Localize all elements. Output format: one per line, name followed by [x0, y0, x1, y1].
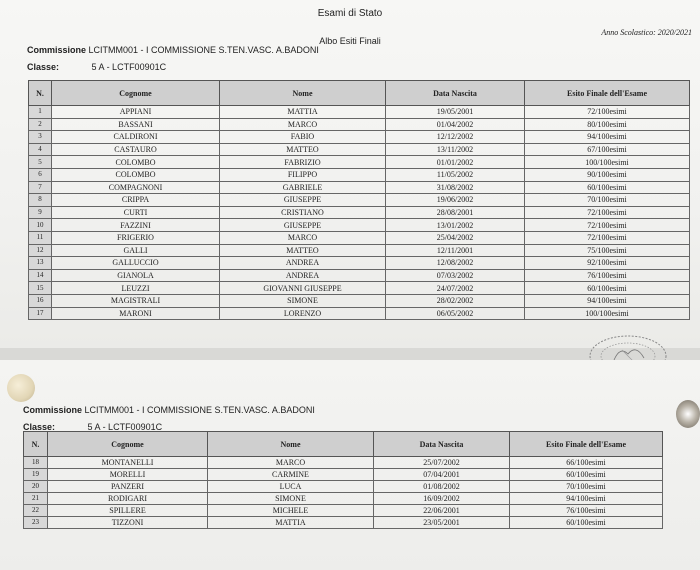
commissione-label: Commissione	[27, 45, 87, 55]
cell-cognome: CRIPPA	[52, 194, 220, 207]
cell-esito: 60/100esimi	[525, 282, 690, 295]
commissione-value: LCITMM001 - I COMMISSIONE S.TEN.VASC. A.BADONI	[88, 45, 319, 55]
cell-esito: 72/100esimi	[525, 206, 690, 219]
cell-n: 12	[29, 244, 52, 257]
cell-n: 17	[29, 307, 52, 320]
cell-nome: FABIO	[220, 131, 386, 144]
cell-data-nascita: 19/06/2002	[386, 194, 525, 207]
col-header-cognome: Cognome	[52, 81, 220, 106]
table-row	[29, 294, 690, 307]
cell-cognome: GALLI	[52, 244, 220, 257]
cell-n: 3	[29, 131, 52, 144]
cell-data-nascita: 24/07/2002	[386, 282, 525, 295]
cell-data-nascita: 01/04/2002	[386, 118, 525, 131]
document-page-2	[0, 360, 700, 570]
cell-n: 21	[24, 493, 48, 505]
cell-cognome: PANZERI	[48, 481, 208, 493]
cell-cognome: MORELLI	[48, 469, 208, 481]
cell-data-nascita: 12/11/2001	[386, 244, 525, 257]
cell-n: 20	[24, 481, 48, 493]
classe-value-2: 5 A - LCTF00901C	[87, 422, 163, 432]
table-row	[29, 257, 690, 270]
table-row	[24, 493, 663, 505]
commissione-line-2	[23, 405, 315, 415]
table-row	[24, 505, 663, 517]
commissione-line	[27, 45, 319, 55]
cell-data-nascita: 13/11/2002	[386, 143, 525, 156]
table-header-row	[29, 81, 690, 106]
cell-n: 15	[29, 282, 52, 295]
pushpin-left	[7, 374, 35, 402]
cell-cognome: MAGISTRALI	[52, 294, 220, 307]
cell-esito: 94/100esimi	[525, 131, 690, 144]
cell-n: 14	[29, 269, 52, 282]
cell-cognome: CURTI	[52, 206, 220, 219]
col-header-nome: Nome	[208, 432, 374, 457]
table-row	[29, 194, 690, 207]
cell-nome: GIUSEPPE	[220, 194, 386, 207]
col-header-cognome: Cognome	[48, 432, 208, 457]
table-row	[29, 131, 690, 144]
cell-esito: 66/100esimi	[510, 457, 663, 469]
table-row	[29, 219, 690, 232]
cell-data-nascita: 06/05/2002	[386, 307, 525, 320]
school-year: Anno Scolastico: 2020/2021	[601, 28, 692, 37]
cell-nome: MARCO	[208, 457, 374, 469]
document-title: Esami di Stato	[317, 8, 383, 19]
cell-data-nascita: 31/08/2002	[386, 181, 525, 194]
cell-nome: MATTEO	[220, 244, 386, 257]
cell-cognome: FAZZINI	[52, 219, 220, 232]
table-row	[29, 231, 690, 244]
cell-n: 7	[29, 181, 52, 194]
cell-esito: 70/100esimi	[525, 194, 690, 207]
cell-data-nascita: 07/04/2001	[374, 469, 510, 481]
cell-nome: FABRIZIO	[220, 156, 386, 169]
table-row	[24, 469, 663, 481]
cell-n: 19	[24, 469, 48, 481]
cell-esito: 72/100esimi	[525, 231, 690, 244]
table-header-row	[24, 432, 663, 457]
table-row	[29, 282, 690, 295]
cell-cognome: FRIGERIO	[52, 231, 220, 244]
cell-n: 1	[29, 106, 52, 119]
cell-cognome: COMPAGNONI	[52, 181, 220, 194]
cell-esito: 72/100esimi	[525, 106, 690, 119]
table-row	[24, 481, 663, 493]
cell-esito: 70/100esimi	[510, 481, 663, 493]
col-header-n: N.	[29, 81, 52, 106]
document-subtitle: Albo Esiti Finali	[319, 36, 381, 46]
cell-cognome: MONTANELLI	[48, 457, 208, 469]
cell-esito: 92/100esimi	[525, 257, 690, 270]
commissione-value-2: LCITMM001 - I COMMISSIONE S.TEN.VASC. A.BADONI	[84, 405, 315, 415]
table-row	[29, 118, 690, 131]
col-header-data-nascita: Data Nascita	[386, 81, 525, 106]
cell-esito: 90/100esimi	[525, 168, 690, 181]
cell-n: 11	[29, 231, 52, 244]
cell-nome: MARCO	[220, 118, 386, 131]
cell-cognome: BASSANI	[52, 118, 220, 131]
col-header-n: N.	[24, 432, 48, 457]
col-header-data-nascita: Data Nascita	[374, 432, 510, 457]
cell-data-nascita: 28/08/2001	[386, 206, 525, 219]
cell-esito: 75/100esimi	[525, 244, 690, 257]
cell-nome: MATTIA	[220, 106, 386, 119]
cell-nome: LUCA	[208, 481, 374, 493]
cell-nome: GABRIELE	[220, 181, 386, 194]
cell-esito: 60/100esimi	[510, 469, 663, 481]
table-row	[29, 269, 690, 282]
cell-cognome: APPIANI	[52, 106, 220, 119]
cell-nome: SIMONE	[220, 294, 386, 307]
cell-data-nascita: 12/08/2002	[386, 257, 525, 270]
col-header-nome: Nome	[220, 81, 386, 106]
cell-esito: 94/100esimi	[510, 493, 663, 505]
cell-n: 5	[29, 156, 52, 169]
cell-data-nascita: 07/03/2002	[386, 269, 525, 282]
cell-cognome: RODIGARI	[48, 493, 208, 505]
cell-cognome: SPILLERE	[48, 505, 208, 517]
cell-nome: MARCO	[220, 231, 386, 244]
classe-value: 5 A - LCTF00901C	[91, 62, 167, 72]
cell-cognome: COLOMBO	[52, 168, 220, 181]
cell-data-nascita: 19/05/2001	[386, 106, 525, 119]
cell-cognome: LEUZZI	[52, 282, 220, 295]
cell-esito: 60/100esimi	[510, 517, 663, 529]
cell-n: 10	[29, 219, 52, 232]
cell-esito: 100/100esimi	[525, 156, 690, 169]
cell-cognome: TIZZONI	[48, 517, 208, 529]
cell-n: 4	[29, 143, 52, 156]
table-row	[29, 106, 690, 119]
cell-n: 22	[24, 505, 48, 517]
cell-data-nascita: 11/05/2002	[386, 168, 525, 181]
cell-nome: SIMONE	[208, 493, 374, 505]
cell-data-nascita: 23/05/2001	[374, 517, 510, 529]
cell-cognome: CASTAURO	[52, 143, 220, 156]
cell-n: 13	[29, 257, 52, 270]
cell-nome: FILIPPO	[220, 168, 386, 181]
cell-data-nascita: 01/01/2002	[386, 156, 525, 169]
table-row	[29, 307, 690, 320]
cell-esito: 76/100esimi	[510, 505, 663, 517]
cell-data-nascita: 22/06/2001	[374, 505, 510, 517]
table-row	[24, 457, 663, 469]
table-row	[29, 181, 690, 194]
commissione-label-2: Commissione	[23, 405, 83, 415]
cell-n: 18	[24, 457, 48, 469]
cell-esito: 76/100esimi	[525, 269, 690, 282]
cell-nome: MATTEO	[220, 143, 386, 156]
cell-esito: 94/100esimi	[525, 294, 690, 307]
cell-nome: MATTIA	[208, 517, 374, 529]
classe-label-2: Classe:	[23, 422, 56, 432]
cell-esito: 80/100esimi	[525, 118, 690, 131]
results-table-1	[28, 80, 690, 320]
cell-n: 2	[29, 118, 52, 131]
classe-label: Classe:	[27, 62, 60, 72]
cell-esito: 100/100esimi	[525, 307, 690, 320]
cell-data-nascita: 25/04/2002	[386, 231, 525, 244]
classe-line	[27, 62, 166, 72]
table-row	[29, 206, 690, 219]
cell-cognome: MARONI	[52, 307, 220, 320]
cell-nome: GIUSEPPE	[220, 219, 386, 232]
table-row	[29, 143, 690, 156]
results-table-2	[23, 431, 663, 529]
table-row	[29, 168, 690, 181]
cell-data-nascita: 25/07/2002	[374, 457, 510, 469]
cell-data-nascita: 12/12/2002	[386, 131, 525, 144]
cell-data-nascita: 13/01/2002	[386, 219, 525, 232]
table-row	[29, 244, 690, 257]
cell-data-nascita: 28/02/2002	[386, 294, 525, 307]
cell-nome: MICHELE	[208, 505, 374, 517]
cell-esito: 60/100esimi	[525, 181, 690, 194]
cell-cognome: GIANOLA	[52, 269, 220, 282]
cell-n: 16	[29, 294, 52, 307]
cell-data-nascita: 16/09/2002	[374, 493, 510, 505]
cell-n: 23	[24, 517, 48, 529]
cell-nome: GIOVANNI GIUSEPPE	[220, 282, 386, 295]
cell-cognome: COLOMBO	[52, 156, 220, 169]
cell-data-nascita: 01/08/2002	[374, 481, 510, 493]
col-header-esito: Esito Finale dell'Esame	[525, 81, 690, 106]
cell-nome: ANDREA	[220, 257, 386, 270]
table-row	[29, 156, 690, 169]
cell-nome: LORENZO	[220, 307, 386, 320]
col-header-esito: Esito Finale dell'Esame	[510, 432, 663, 457]
cell-nome: ANDREA	[220, 269, 386, 282]
table-row	[24, 517, 663, 529]
cell-n: 9	[29, 206, 52, 219]
pushpin-right	[676, 400, 700, 428]
cell-esito: 72/100esimi	[525, 219, 690, 232]
cell-n: 8	[29, 194, 52, 207]
cell-esito: 67/100esimi	[525, 143, 690, 156]
cell-n: 6	[29, 168, 52, 181]
cell-nome: CARMINE	[208, 469, 374, 481]
cell-cognome: CALDIRONI	[52, 131, 220, 144]
cell-cognome: GALLUCCIO	[52, 257, 220, 270]
cell-nome: CRISTIANO	[220, 206, 386, 219]
